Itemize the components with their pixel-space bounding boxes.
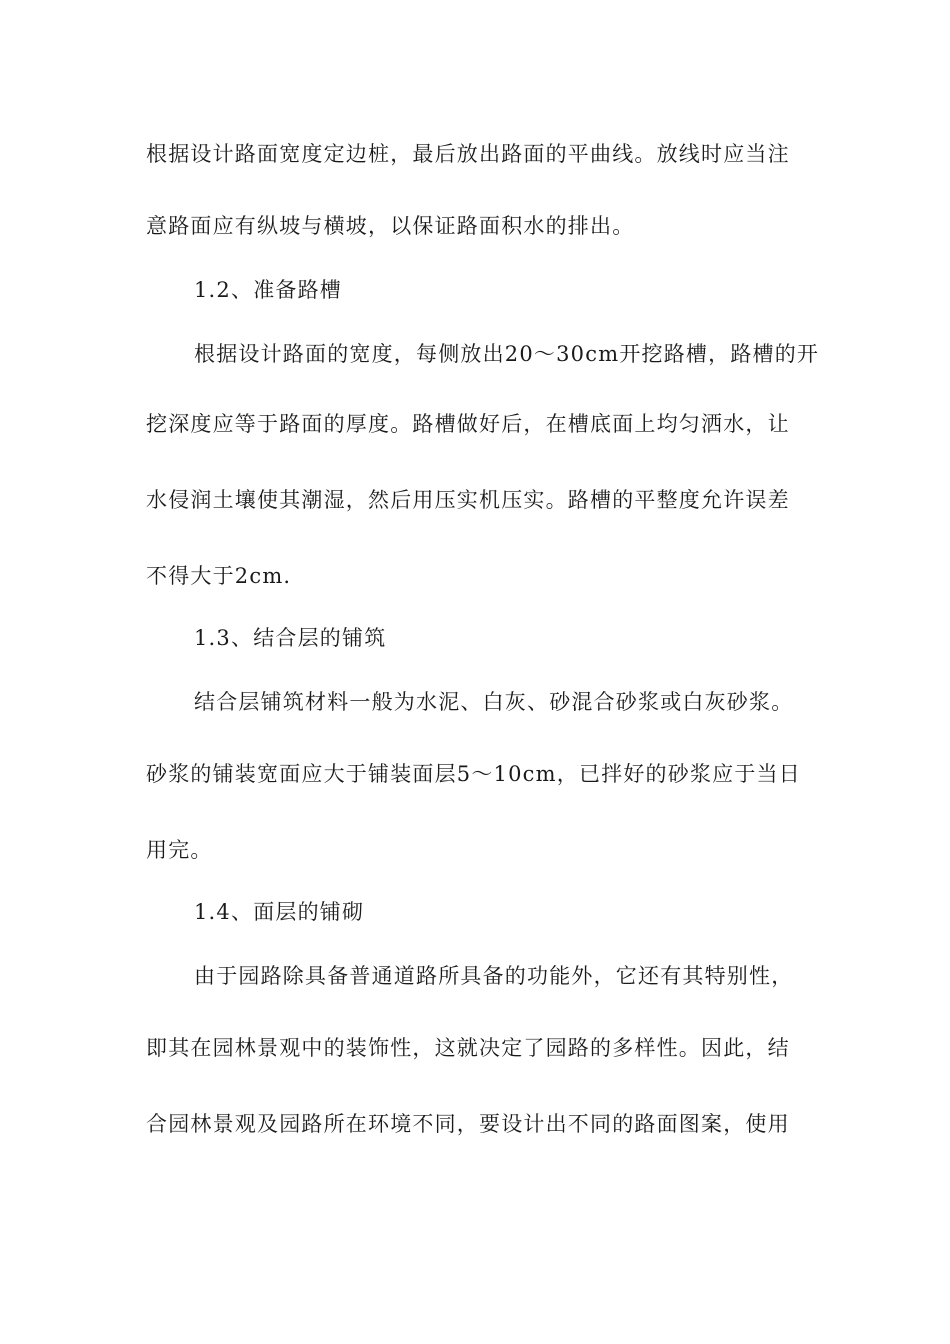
body-text-line: 不得大于2cm.	[146, 564, 292, 588]
body-text-line: 根据设计路面的宽度，每侧放出20～30cm开挖路槽，路槽的开	[194, 342, 820, 366]
section-heading-1-3: 1.3、结合层的铺筑	[194, 626, 387, 650]
body-text-line: 意路面应有纵坡与横坡，以保证路面积水的排出。	[146, 214, 635, 238]
section-heading-1-4: 1.4、面层的铺砌	[194, 900, 365, 924]
body-text-line: 挖深度应等于路面的厚度。路槽做好后，在槽底面上均匀洒水，让	[146, 412, 790, 436]
body-text-line: 结合层铺筑材料一般为水泥、白灰、砂混合砂浆或白灰砂浆。	[194, 690, 794, 714]
body-text-line: 合园林景观及园路所在环境不同，要设计出不同的路面图案，使用	[146, 1112, 790, 1136]
body-text-line: 砂浆的铺装宽面应大于铺装面层5～10cm，已拌好的砂浆应于当日	[146, 762, 801, 786]
section-heading-1-2: 1.2、准备路槽	[194, 278, 342, 302]
body-text-line: 由于园路除具备普通道路所具备的功能外，它还有其特别性，	[194, 964, 794, 988]
body-text-line: 用完。	[146, 838, 213, 862]
body-text-line: 水侵润土壤使其潮湿，然后用压实机压实。路槽的平整度允许误差	[146, 488, 790, 512]
body-text-line: 即其在园林景观中的装饰性，这就决定了园路的多样性。因此，结	[146, 1036, 790, 1060]
body-text-line: 根据设计路面宽度定边桩，最后放出路面的平曲线。放线时应当注	[146, 142, 790, 166]
